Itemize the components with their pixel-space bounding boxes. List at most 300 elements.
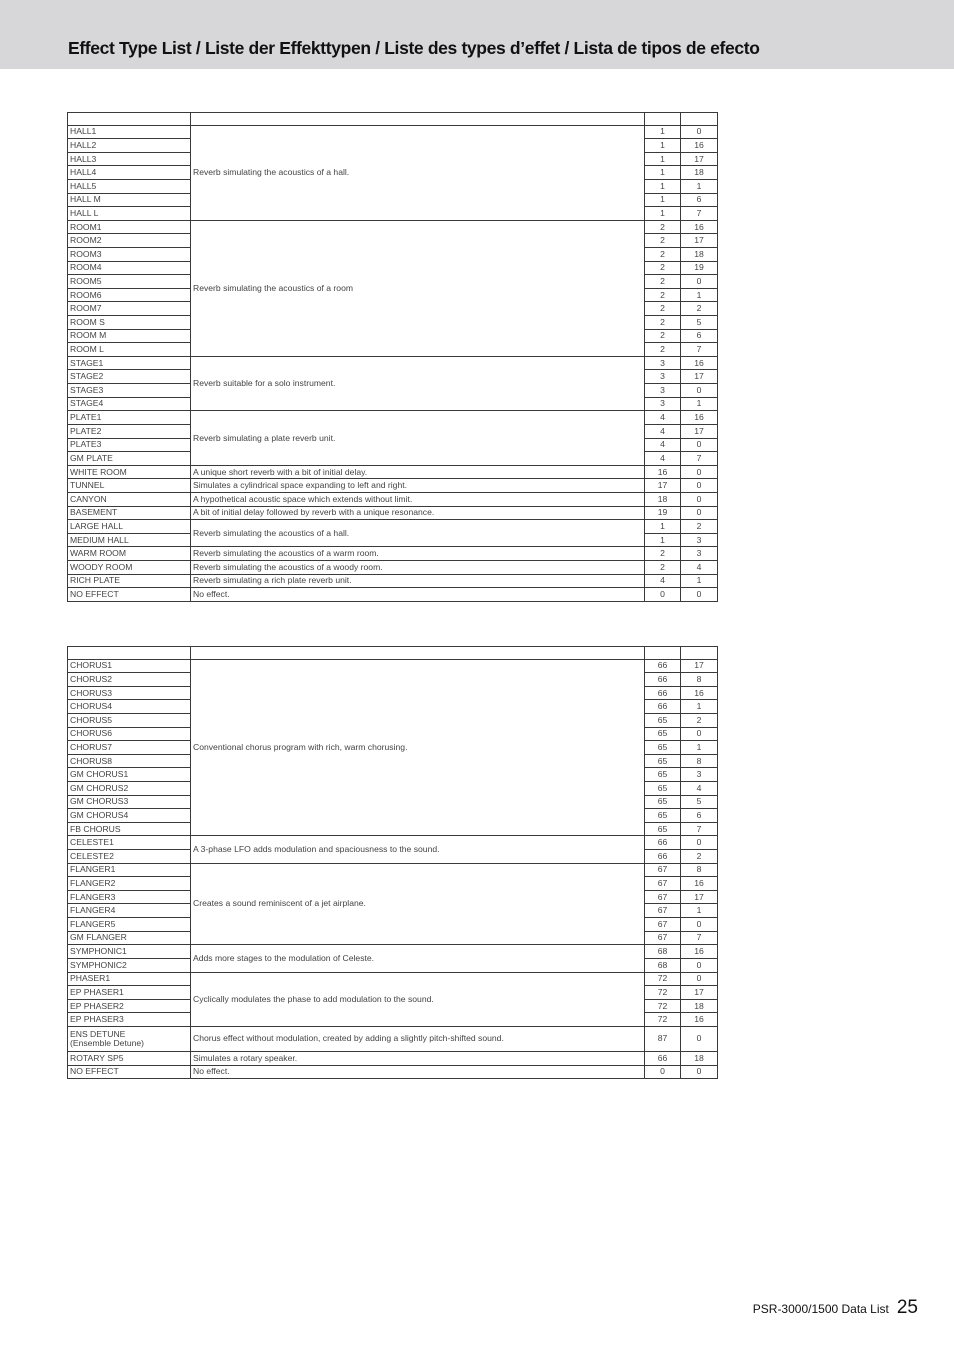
effect-name-text: CHORUS2 [70,673,113,684]
effect-name [68,166,191,180]
effect-name [68,316,191,330]
table-row [68,972,718,986]
lsb-value: 18 [681,166,718,180]
lsb-value: 1 [681,700,718,714]
effect-name [68,275,191,289]
effect-description: Reverb simulating the acoustics of a woody room. [191,561,645,575]
effect-name-text: ROTARY SP5 [70,1052,124,1063]
msb-value: 18 [645,492,681,506]
effect-name [68,659,191,673]
table-row [68,1065,718,1079]
lsb-value: 2 [681,713,718,727]
lsb-value: 3 [681,547,718,561]
msb-value: 66 [645,659,681,673]
effect-name [68,356,191,370]
table-row [68,520,718,534]
lsb-value: 0 [681,479,718,493]
effect-name-subtext: (Ensemble Detune) [70,1037,145,1048]
msb-value: 0 [645,588,681,602]
effect-name-text: HALL3 [70,153,97,164]
effect-name [68,370,191,384]
effect-description: Simulates a cylindrical space expanding to left and right. [191,479,645,493]
lsb-value: 17 [681,986,718,1000]
lsb-value: 7 [681,452,718,466]
effect-name [68,958,191,972]
effect-name-text: STAGE4 [70,398,104,409]
effect-name-text: PLATE2 [70,425,102,436]
effect-description: No effect. [191,1065,645,1079]
lsb-value: 16 [681,877,718,891]
lsb-value: 6 [681,809,718,823]
msb-value: 68 [645,945,681,959]
table-row [68,1051,718,1065]
effect-name [68,999,191,1013]
effect-name [68,931,191,945]
msb-value: 1 [645,125,681,139]
table-row [68,561,718,575]
msb-value: 65 [645,754,681,768]
effect-description: Reverb simulating the acoustics of a hall. [191,125,645,220]
effect-name [68,863,191,877]
effect-name [68,397,191,411]
effect-name [68,288,191,302]
effect-name [68,727,191,741]
msb-value: 67 [645,877,681,891]
effect-name-text: ROOM2 [70,235,102,246]
lsb-value: 17 [681,370,718,384]
effect-name [68,411,191,425]
msb-value: 1 [645,207,681,221]
reverb-header-cell [191,113,645,126]
effect-name-text: FLANGER1 [70,864,116,875]
lsb-value: 4 [681,561,718,575]
table-row [68,125,718,139]
lsb-value: 17 [681,659,718,673]
effect-name [68,673,191,687]
effect-name [68,506,191,520]
effect-name-text: FB CHORUS [70,823,121,834]
effect-name [68,424,191,438]
table-row [68,356,718,370]
effect-name-text: ROOM L [70,344,104,355]
effect-name [68,452,191,466]
effect-description: Reverb simulating the acoustics of a hall. [191,520,645,547]
effect-name [68,795,191,809]
effect-name-text: ROOM5 [70,276,102,286]
msb-value: 65 [645,822,681,836]
effect-name [68,139,191,153]
effect-description: A 3-phase LFO adds modulation and spaciousness to the sound. [191,836,645,863]
table-row [68,506,718,520]
effect-description: Chorus effect without modulation, created by adding a slightly pitch-shifted sound. [191,1026,645,1051]
lsb-value: 1 [681,741,718,755]
msb-value: 3 [645,356,681,370]
msb-value: 66 [645,686,681,700]
effect-name-text: HALL4 [70,167,97,178]
lsb-value: 8 [681,754,718,768]
effect-name-text: ROOM M [70,330,107,341]
page-number: 25 [896,1297,918,1318]
msb-value: 2 [645,220,681,234]
lsb-value: 0 [681,958,718,972]
lsb-value: 1 [681,397,718,411]
effect-name [68,125,191,139]
effect-name [68,343,191,357]
msb-value: 2 [645,547,681,561]
lsb-value: 3 [681,768,718,782]
effect-name-text: CHORUS4 [70,701,113,712]
msb-value: 1 [645,520,681,534]
msb-value: 66 [645,700,681,714]
lsb-value: 17 [681,152,718,166]
effect-name [68,986,191,1000]
effect-name-text: CHORUS1 [70,660,113,671]
effect-name-text: CHORUS3 [70,687,113,698]
lsb-value: 1 [681,574,718,588]
lsb-value: 16 [681,356,718,370]
effect-name-text: EP PHASER1 [70,986,124,997]
msb-value: 68 [645,958,681,972]
effect-name-text: CHORUS7 [70,741,113,752]
effect-name-text: PLATE1 [70,412,102,423]
lsb-value: 7 [681,343,718,357]
lsb-value: 0 [681,275,718,289]
msb-value: 1 [645,166,681,180]
reverb-table-body [68,113,718,602]
lsb-value: 0 [681,1026,718,1051]
effect-name [68,479,191,493]
effect-name [68,261,191,275]
effect-name [68,754,191,768]
lsb-value: 0 [681,125,718,139]
effect-description: A hypothetical acoustic space which extends without limit. [191,492,645,506]
effect-name-text: SYMPHONIC2 [70,959,127,970]
msb-value: 2 [645,275,681,289]
effect-name-text: FLANGER5 [70,918,116,929]
msb-value: 87 [645,1026,681,1051]
effect-name [68,574,191,588]
effect-name [68,809,191,823]
effect-name-text: HALL1 [70,126,97,137]
effect-name-text: NO EFFECT [70,589,119,600]
effect-name-text: NO EFFECT [70,1066,119,1077]
footer-doc-name: PSR-3000/1500 Data List [752,1302,889,1316]
effect-name-text: SYMPHONIC1 [70,946,127,957]
effect-description: Simulates a rotary speaker. [191,1051,645,1065]
effect-name [68,547,191,561]
effect-name [68,588,191,602]
effect-name [68,713,191,727]
table-row [68,465,718,479]
effect-name-text: CHORUS5 [70,714,113,725]
msb-value: 17 [645,479,681,493]
msb-value: 2 [645,288,681,302]
effect-name-text: WHITE ROOM [70,466,127,477]
effect-description: Reverb simulating a plate reverb unit. [191,411,645,465]
effect-name-text: GM FLANGER [70,932,127,943]
effect-name [68,179,191,193]
effect-name-text: FLANGER4 [70,905,116,916]
effect-description: A bit of initial delay followed by reverb with a unique resonance. [191,506,645,520]
effect-name [68,918,191,932]
page-footer [753,1297,918,1319]
effect-name [68,741,191,755]
msb-value: 66 [645,836,681,850]
lsb-value: 0 [681,1065,718,1079]
effect-name [68,1065,191,1079]
lsb-value: 0 [681,588,718,602]
effect-name [68,700,191,714]
effect-name-text: FLANGER3 [70,891,116,902]
effect-name-text: GM CHORUS1 [70,769,129,780]
effect-description: No effect. [191,588,645,602]
effect-name [68,781,191,795]
effect-name [68,207,191,221]
chorus-header-cell [191,647,645,660]
lsb-value: 6 [681,193,718,207]
effect-name-text: CANYON [70,493,107,504]
msb-value: 67 [645,863,681,877]
effect-name-text: CHORUS6 [70,728,113,739]
lsb-value: 16 [681,686,718,700]
effect-name-text: CELESTE1 [70,837,114,848]
effect-name-text: ROOM6 [70,289,102,300]
msb-value: 4 [645,424,681,438]
effect-description: Conventional chorus program with rich, warm chorusing. [191,659,645,836]
effect-name-text: MEDIUM HALL [70,534,129,545]
msb-value: 2 [645,561,681,575]
effect-name [68,686,191,700]
effect-name [68,247,191,261]
table-row [68,588,718,602]
effect-name-text: WARM ROOM [70,548,127,559]
effect-name-text: CELESTE2 [70,850,114,861]
msb-value: 1 [645,533,681,547]
msb-value: 67 [645,918,681,932]
reverb-header-cell [645,113,681,126]
chorus-table-body [68,647,718,1079]
table-row [68,547,718,561]
lsb-value: 17 [681,424,718,438]
effect-name-text: GM PLATE [70,452,113,463]
table-row [68,574,718,588]
effect-name [68,234,191,248]
msb-value: 2 [645,343,681,357]
msb-value: 1 [645,179,681,193]
lsb-value: 8 [681,673,718,687]
reverb-header-cell [681,113,718,126]
effect-name [68,329,191,343]
chorus-header-cell [645,647,681,660]
lsb-value: 18 [681,999,718,1013]
lsb-value: 0 [681,492,718,506]
msb-value: 3 [645,384,681,398]
effect-name [68,945,191,959]
lsb-value: 18 [681,247,718,261]
lsb-value: 0 [681,506,718,520]
table-row [68,479,718,493]
lsb-value: 0 [681,384,718,398]
effect-name-text: ROOM1 [70,221,102,232]
msb-value: 72 [645,986,681,1000]
effect-name [68,561,191,575]
effect-name-text: GM CHORUS3 [70,796,129,807]
msb-value: 3 [645,397,681,411]
effect-name [68,877,191,891]
table-row [68,220,718,234]
msb-value: 65 [645,768,681,782]
msb-value: 72 [645,972,681,986]
lsb-value: 2 [681,520,718,534]
effect-name-text: LARGE HALL [70,520,124,531]
msb-value: 67 [645,931,681,945]
effect-description: Reverb suitable for a solo instrument. [191,356,645,410]
msb-value: 67 [645,890,681,904]
effect-description: Reverb simulating a rich plate reverb unit. [191,574,645,588]
effect-name [68,438,191,452]
lsb-value: 1 [681,288,718,302]
msb-value: 72 [645,1013,681,1027]
msb-value: 0 [645,1065,681,1079]
msb-value: 66 [645,850,681,864]
chorus-header-row [68,647,718,660]
effect-description: Adds more stages to the modulation of Celeste. [191,945,645,972]
lsb-value: 16 [681,1013,718,1027]
msb-value: 16 [645,465,681,479]
effect-name-text: BASEMENT [70,507,118,518]
lsb-value: 5 [681,795,718,809]
lsb-value: 1 [681,179,718,193]
table-row [68,863,718,877]
msb-value: 65 [645,795,681,809]
effect-name [68,904,191,918]
effect-name [68,520,191,534]
msb-value: 4 [645,438,681,452]
table-row [68,1026,718,1051]
effect-name-text: HALL M [70,194,101,205]
effect-name [68,768,191,782]
msb-value: 1 [645,193,681,207]
msb-value: 2 [645,234,681,248]
effect-description: Creates a sound reminiscent of a jet airplane. [191,863,645,945]
effect-name [68,384,191,398]
msb-value: 3 [645,370,681,384]
msb-value: 2 [645,302,681,316]
lsb-value: 2 [681,302,718,316]
msb-value: 65 [645,781,681,795]
table-row [68,945,718,959]
msb-value: 66 [645,673,681,687]
effect-name [68,822,191,836]
effect-name [68,533,191,547]
msb-value: 65 [645,727,681,741]
page-title: Effect Type List / Liste der Effekttypen / Liste des types d’effet / Lista de tipos de efecto [68,38,760,58]
effect-name [68,492,191,506]
msb-value: 2 [645,247,681,261]
reverb-header-cell [68,113,191,126]
effect-name-text: HALL5 [70,180,97,191]
page-header [0,0,954,69]
lsb-value: 7 [681,931,718,945]
effect-name [68,850,191,864]
effect-name-text: PLATE3 [70,439,102,450]
effect-name-text: GM CHORUS2 [70,782,129,793]
msb-value: 67 [645,904,681,918]
effect-name-text: ROOM3 [70,248,102,259]
effect-description: Reverb simulating the acoustics of a warm room. [191,547,645,561]
lsb-value: 2 [681,850,718,864]
lsb-value: 5 [681,316,718,330]
effect-name-text: EP PHASER2 [70,1000,124,1011]
effect-name [68,302,191,316]
msb-value: 2 [645,316,681,330]
chorus-effect-table [67,646,718,1079]
msb-value: 4 [645,574,681,588]
table-row [68,659,718,673]
lsb-value: 0 [681,836,718,850]
lsb-value: 7 [681,207,718,221]
effect-name-text: ROOM7 [70,303,102,314]
reverb-header-row [68,113,718,126]
effect-description: A unique short reverb with a bit of initial delay. [191,465,645,479]
lsb-value: 0 [681,465,718,479]
msb-value: 4 [645,452,681,466]
lsb-value: 7 [681,822,718,836]
msb-value: 2 [645,261,681,275]
effect-name-text: STAGE2 [70,371,104,382]
lsb-value: 0 [681,918,718,932]
effect-name-text: ROOM4 [70,262,102,273]
effect-name [68,1026,191,1051]
msb-value: 65 [645,713,681,727]
table-row [68,411,718,425]
lsb-value: 16 [681,220,718,234]
effect-name [68,890,191,904]
lsb-value: 17 [681,890,718,904]
effect-name-text: WOODY ROOM [70,561,133,572]
effect-name-text: EP PHASER3 [70,1014,124,1025]
lsb-value: 17 [681,234,718,248]
effect-name-text: STAGE1 [70,357,104,368]
effect-name-text: CHORUS8 [70,755,113,766]
effect-name-text: ROOM S [70,316,105,327]
effect-name [68,193,191,207]
effect-description: Reverb simulating the acoustics of a room [191,220,645,356]
table-row [68,492,718,506]
msb-value: 1 [645,139,681,153]
lsb-value: 3 [681,533,718,547]
effect-name [68,152,191,166]
lsb-value: 8 [681,863,718,877]
msb-value: 2 [645,329,681,343]
effect-name [68,1051,191,1065]
effect-name [68,465,191,479]
effect-name-text: HALL2 [70,139,97,150]
msb-value: 66 [645,1051,681,1065]
effect-name-text: GM CHORUS4 [70,810,129,820]
msb-value: 72 [645,999,681,1013]
effect-name [68,836,191,850]
msb-value: 1 [645,152,681,166]
lsb-value: 0 [681,972,718,986]
effect-name [68,1013,191,1027]
effect-name-text: HALL L [70,207,99,218]
lsb-value: 16 [681,139,718,153]
lsb-value: 0 [681,727,718,741]
lsb-value: 1 [681,904,718,918]
effect-name-text: PHASER1 [70,973,111,984]
msb-value: 65 [645,741,681,755]
